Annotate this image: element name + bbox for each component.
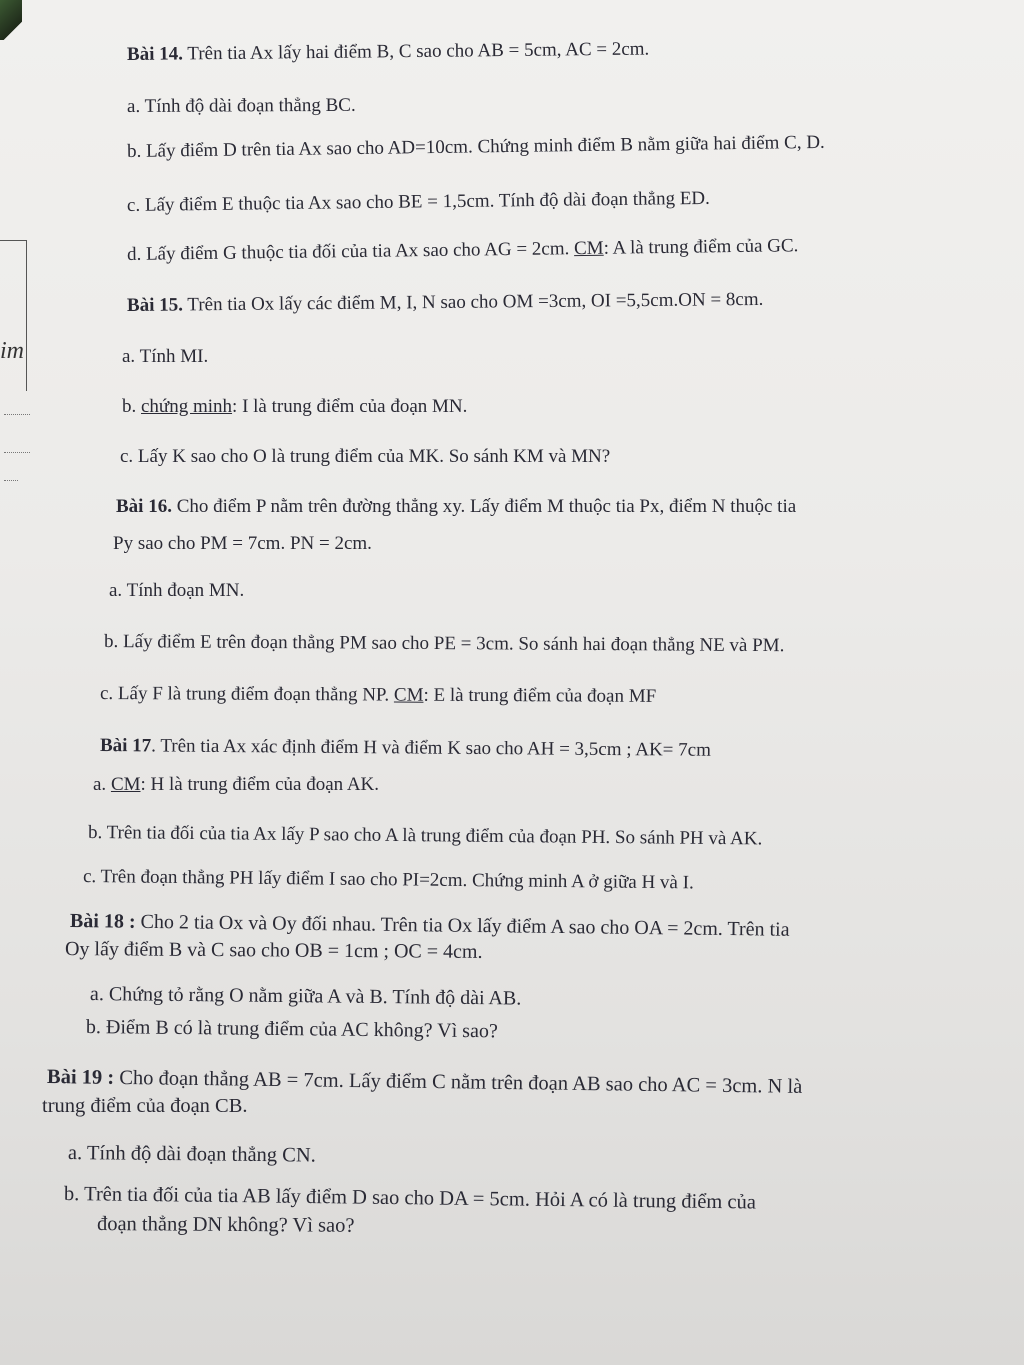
problem-14-part-c: c. Lấy điểm E thuộc tia Ax sao cho BE = 1,5cm. Tính độ dài đoạn thẳng ED. [126,187,710,216]
problem-19-statement: Bài 19 : Cho đoạn thẳng AB = 7cm. Lấy điểm C nằm trên đoạn AB sao cho AC = 3cm. N là [46,1066,803,1098]
margin-box [0,240,27,391]
problem-19-title: Bài 19 : [46,1066,115,1089]
margin-dotted-line [4,452,30,453]
problem-17-part-b: b. Trên tia đối của tia Ax lấy P sao cho A là trung điểm của đoạn PH. So sánh PH và AK. [87,822,763,850]
problem-14-part-b: b. Lấy điểm D trên tia Ax sao cho AD=10cm. Chứng minh điểm B nằm giữa hai điểm C, D. [126,131,825,162]
problem-18-statement: Bài 18 : Cho 2 tia Ox và Oy đối nhau. Trên tia Ox lấy điểm A sao cho OA = 2cm. Trên tia [69,910,790,941]
problem-14-part-d: d. Lấy điểm G thuộc tia đối của tia Ax sao cho AG = 2cm. CM: A là trung điểm của GC. [126,235,799,265]
problem-18-part-a: a. Chứng tỏ rằng O nằm giữa A và B. Tính độ dài AB. [89,983,522,1010]
problem-16-part-c: c. Lấy F là trung điểm đoạn thẳng NP. CM: E là trung điểm của đoạn MF [99,683,657,707]
problem-15-title: Bài 15. [126,294,184,316]
problem-14-part-a: a. Tính độ dài đoạn thẳng BC. [126,94,356,117]
problem-19-part-b: b. Trên tia đối của tia AB lấy điểm D sao cho DA = 5cm. Hỏi A có là trung điểm của [63,1183,757,1214]
green-object-corner [0,0,22,40]
margin-dotted-line [4,480,18,481]
problem-19-part-b-line2: đoạn thẳng DN không? Vì sao? [96,1213,355,1237]
problem-15-statement: Bài 15. Trên tia Ox lấy các điểm M, I, N sao cho OM =3cm, OI =5,5cm.ON = 8cm. [126,288,764,316]
problem-14-statement: Bài 14. Trên tia Ax lấy hai điểm B, C sao cho AB = 5cm, AC = 2cm. [126,38,650,65]
problem-16-title: Bài 16. [116,496,172,517]
problem-16-part-b: b. Lấy điểm E trên đoạn thẳng PM sao cho PE = 3cm. So sánh hai đoạn thẳng NE và PM. [103,631,785,657]
problem-19-statement-line2: trung điểm của đoạn CB. [42,1095,248,1117]
margin-handwriting: im [0,338,24,364]
problem-16-statement: Bài 16. Cho điểm P nằm trên đường thẳng xy. Lấy điểm M thuộc tia Px, điểm N thuộc tia [116,496,797,517]
problem-15-part-a: a. Tính MI. [122,346,209,367]
problem-18-title: Bài 18 : [69,910,136,933]
problem-16-statement-line2: Py sao cho PM = 7cm. PN = 2cm. [113,533,372,554]
problem-19-part-a: a. Tính độ dài đoạn thẳng CN. [67,1142,316,1167]
problem-14-title: Bài 14. [126,43,184,65]
problem-18-statement-line2: Oy lấy điểm B và C sao cho OB = 1cm ; OC = 4cm. [64,938,483,963]
margin-dotted-line [4,414,30,415]
problem-17-statement: Bài 17. Trên tia Ax xác định điểm H và điểm K sao cho AH = 3,5cm ; AK= 7cm [99,735,711,761]
problem-16-part-a: a. Tính đoạn MN. [109,580,245,601]
problem-15-part-c: c. Lấy K sao cho O là trung điểm của MK. So sánh KM và MN? [120,446,611,467]
problem-17-title: Bài 17 [99,735,152,757]
problem-17-part-c: c. Trên đoạn thẳng PH lấy điểm I sao cho PI=2cm. Chứng minh A ở giữa H và I. [82,866,694,894]
problem-15-part-b: b. chứng minh: I là trung điểm của đoạn MN. [122,396,468,417]
problem-17-part-a: a. CM: H là trung điểm của đoạn AK. [93,774,380,795]
problem-18-part-b: b. Điểm B có là trung điểm của AC không? Vì sao? [85,1016,498,1043]
